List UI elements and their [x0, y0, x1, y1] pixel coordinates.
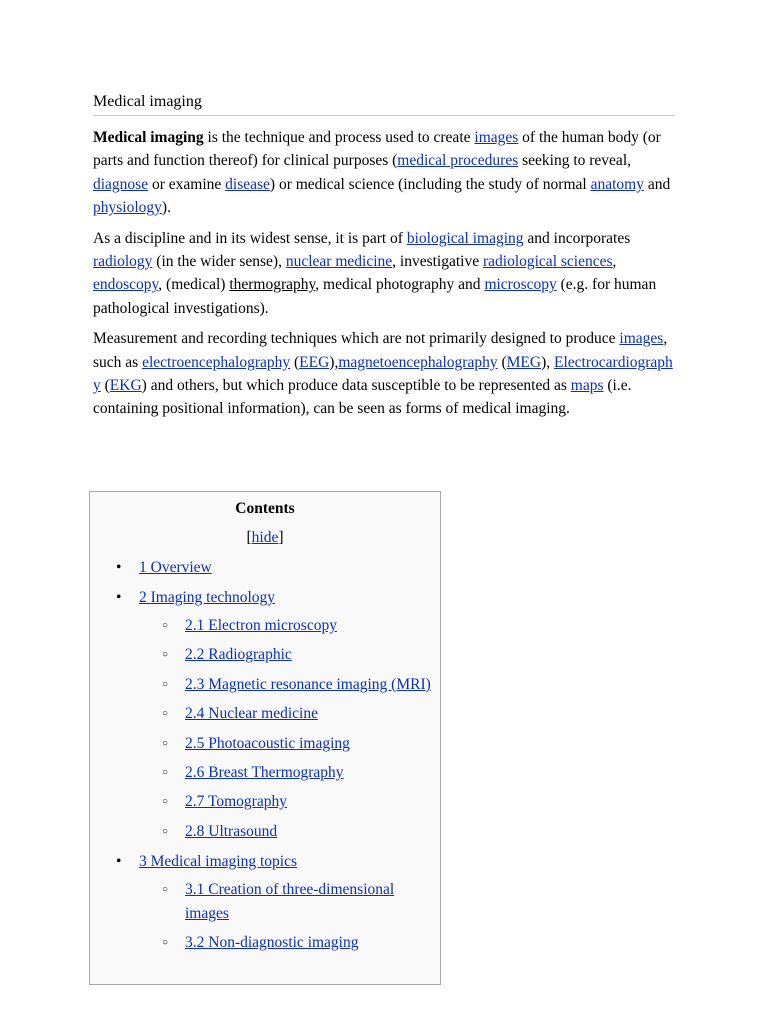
link-eeg[interactable]: EEG	[299, 353, 330, 371]
link-endoscopy[interactable]: endoscopy	[93, 276, 159, 294]
measurement-paragraph: Measurement and recording techniques which are not primarily designed to produce images, such as electroencephalography (EEG),magnetoencephalography (MEG), Electrocardiography (EKG) and others, but which produce data susceptible to be represented as maps (i.e. containing positional information), can be seen as forms of medical imaging.	[93, 330, 673, 418]
article	[93, 92, 675, 421]
toc-link-three-dimensional-images[interactable]: 3.1 Creation of three-dimensional images	[185, 880, 395, 922]
toc-item	[90, 852, 440, 872]
link-maps[interactable]: maps	[570, 377, 604, 395]
toc-subitem	[90, 820, 440, 844]
toc-link-tomography[interactable]: 2.7 Tomography	[185, 793, 287, 811]
toc-subitem	[90, 643, 440, 667]
toc-item	[90, 558, 440, 578]
toc-title: Contents	[235, 500, 295, 517]
link-diagnose[interactable]: diagnose	[93, 175, 149, 193]
toc-toggle: [hide]	[246, 529, 284, 546]
intro-paragraph: Medical imaging is the technique and process used to create images of the human body (or parts and function thereof) for clinical purposes (medical procedures seeking to reveal, diagnose or examine disease) or medical science (including the study of normal anatomy and physiology).	[93, 129, 671, 217]
link-microscopy[interactable]: microscopy	[484, 276, 557, 294]
toc-subitem	[90, 790, 440, 814]
toc-subitem	[90, 702, 440, 726]
toc-link-mri[interactable]: 2.3 Magnetic resonance imaging (MRI)	[185, 675, 431, 693]
link-physiology[interactable]: physiology	[93, 199, 162, 217]
toc-link-nuclear-medicine[interactable]: 2.4 Nuclear medicine	[185, 705, 318, 723]
discipline-paragraph: As a discipline and in its widest sense, it is part of biological imaging and incorporates radiology (in the wider sense), nuclear medicine, investigative radiological sciences, endoscopy, (medical) thermography, medical photography and microscopy (e.g. for human pathological investigations).	[93, 229, 657, 317]
toc-subitem	[90, 673, 440, 697]
toc-link-overview[interactable]: 1 Overview	[139, 559, 212, 576]
link-medical-procedures[interactable]: medical procedures	[397, 152, 519, 170]
toc-subitem	[90, 878, 440, 926]
link-disease[interactable]: disease	[225, 175, 270, 193]
toc-subitem	[90, 732, 440, 756]
link-images[interactable]: images	[474, 129, 519, 146]
toc-link-ultrasound[interactable]: 2.8 Ultrasound	[185, 822, 278, 840]
toc-hide-link[interactable]: hide	[251, 529, 279, 546]
toc-subitem	[90, 614, 440, 638]
link-radiological-sciences[interactable]: radiological sciences	[482, 253, 613, 271]
toc-link-electron-microscopy[interactable]: 2.1 Electron microscopy	[185, 617, 337, 634]
link-magnetoencephalography[interactable]: magnetoencephalography	[338, 353, 498, 371]
link-ekg[interactable]: EKG	[109, 377, 142, 395]
link-anatomy[interactable]: anatomy	[590, 175, 644, 193]
toc-link-photoacoustic-imaging[interactable]: 2.5 Photoacoustic imaging	[185, 734, 350, 752]
toc-item	[90, 588, 440, 608]
link-electrocardiography[interactable]: Electrocardiography	[93, 353, 673, 395]
bold-term: Medical imaging	[93, 129, 204, 146]
link-nuclear-medicine[interactable]: nuclear medicine	[285, 253, 393, 271]
toc-link-radiographic[interactable]: 2.2 Radiographic	[185, 646, 292, 664]
link-biological-imaging[interactable]: biological imaging	[406, 229, 524, 247]
toc-subitem	[90, 761, 440, 785]
link-meg[interactable]: MEG	[506, 353, 542, 371]
link-thermography[interactable]: thermography	[229, 276, 316, 294]
link-radiology[interactable]: radiology	[93, 253, 153, 271]
table-of-contents	[89, 491, 441, 985]
link-images-2[interactable]: images	[619, 330, 664, 348]
link-electroencephalography[interactable]: electroencephalography	[142, 353, 291, 371]
toc-link-breast-thermography[interactable]: 2.6 Breast Thermography	[185, 763, 344, 781]
toc-link-non-diagnostic-imaging[interactable]: 3.2 Non-diagnostic imaging	[185, 934, 359, 952]
page-title: Medical imaging	[93, 92, 675, 116]
toc-link-medical-imaging-topics[interactable]: 3 Medical imaging topics	[139, 852, 297, 870]
toc-link-imaging-technology[interactable]: 2 Imaging technology	[139, 589, 276, 606]
toc-list	[90, 558, 440, 955]
toc-subitem	[90, 931, 440, 955]
